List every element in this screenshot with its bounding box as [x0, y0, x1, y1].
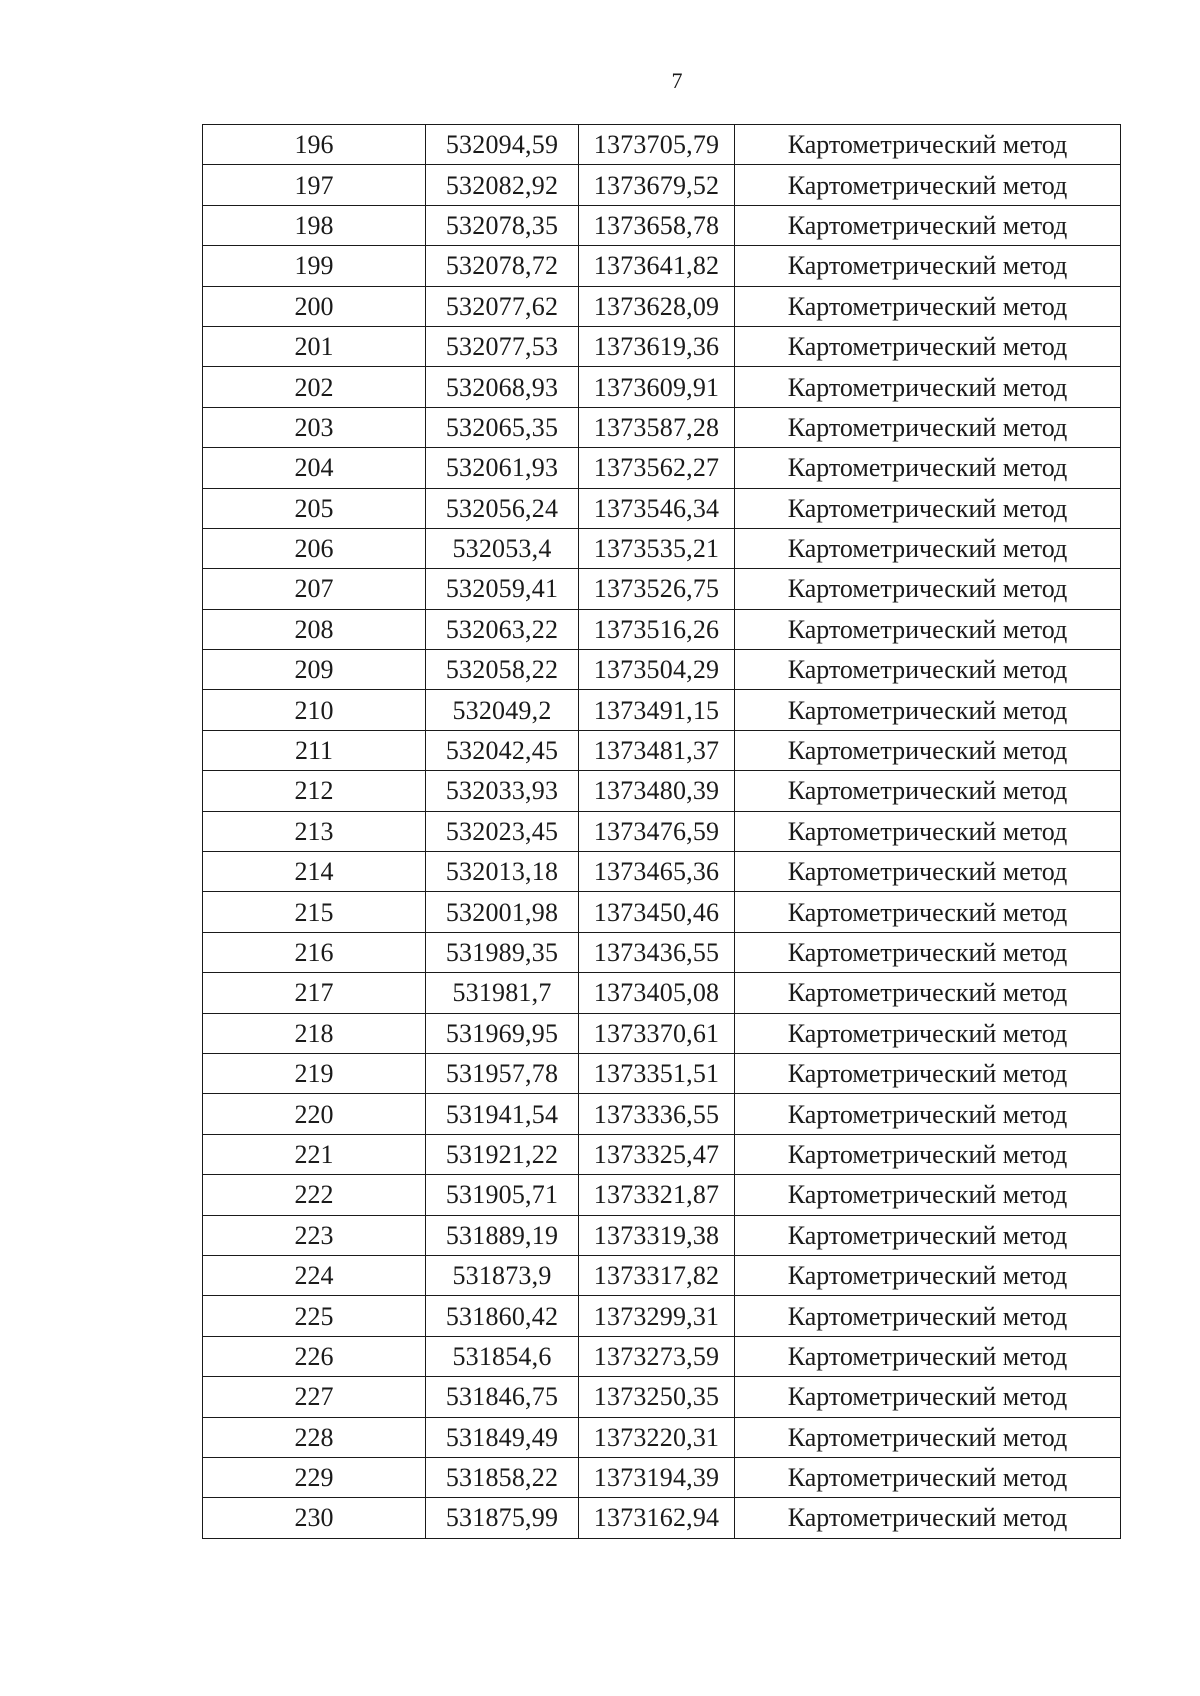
x-coordinate-cell: 531989,35	[426, 932, 579, 972]
method-cell: Картометрический метод	[735, 125, 1121, 165]
method-cell: Картометрический метод	[735, 609, 1121, 649]
point-number-cell: 229	[203, 1457, 426, 1497]
method-cell: Картометрический метод	[735, 488, 1121, 528]
method-cell: Картометрический метод	[735, 1094, 1121, 1134]
x-coordinate-cell: 531905,71	[426, 1175, 579, 1215]
y-coordinate-cell: 1373562,27	[579, 448, 735, 488]
table-row	[203, 1175, 1121, 1215]
table-row	[203, 1094, 1121, 1134]
point-number-cell: 226	[203, 1336, 426, 1376]
y-coordinate-cell: 1373370,61	[579, 1013, 735, 1053]
table-row	[203, 569, 1121, 609]
y-coordinate-cell: 1373220,31	[579, 1417, 735, 1457]
x-coordinate-cell: 532033,93	[426, 771, 579, 811]
table-row	[203, 811, 1121, 851]
y-coordinate-cell: 1373641,82	[579, 246, 735, 286]
y-coordinate-cell: 1373491,15	[579, 690, 735, 730]
point-number-cell: 213	[203, 811, 426, 851]
x-coordinate-cell: 532077,53	[426, 326, 579, 366]
point-number-cell: 222	[203, 1175, 426, 1215]
y-coordinate-cell: 1373162,94	[579, 1498, 735, 1538]
table-row	[203, 407, 1121, 447]
point-number-cell: 212	[203, 771, 426, 811]
method-cell: Картометрический метод	[735, 1498, 1121, 1538]
x-coordinate-cell: 532094,59	[426, 125, 579, 165]
y-coordinate-cell: 1373480,39	[579, 771, 735, 811]
point-number-cell: 199	[203, 246, 426, 286]
y-coordinate-cell: 1373194,39	[579, 1457, 735, 1497]
y-coordinate-cell: 1373351,51	[579, 1053, 735, 1093]
x-coordinate-cell: 531981,7	[426, 973, 579, 1013]
point-number-cell: 207	[203, 569, 426, 609]
method-cell: Картометрический метод	[735, 1175, 1121, 1215]
x-coordinate-cell: 531849,49	[426, 1417, 579, 1457]
method-cell: Картометрический метод	[735, 205, 1121, 245]
table-row	[203, 1498, 1121, 1538]
y-coordinate-cell: 1373321,87	[579, 1175, 735, 1215]
y-coordinate-cell: 1373526,75	[579, 569, 735, 609]
y-coordinate-cell: 1373317,82	[579, 1255, 735, 1295]
table-row	[203, 1134, 1121, 1174]
table-row	[203, 1336, 1121, 1376]
x-coordinate-cell: 532065,35	[426, 407, 579, 447]
table-row	[203, 286, 1121, 326]
point-number-cell: 205	[203, 488, 426, 528]
table-row	[203, 892, 1121, 932]
table-row	[203, 205, 1121, 245]
y-coordinate-cell: 1373436,55	[579, 932, 735, 972]
x-coordinate-cell: 531921,22	[426, 1134, 579, 1174]
method-cell: Картометрический метод	[735, 367, 1121, 407]
x-coordinate-cell: 532063,22	[426, 609, 579, 649]
method-cell: Картометрический метод	[735, 407, 1121, 447]
method-cell: Картометрический метод	[735, 326, 1121, 366]
x-coordinate-cell: 531854,6	[426, 1336, 579, 1376]
table-row	[203, 246, 1121, 286]
point-number-cell: 206	[203, 528, 426, 568]
x-coordinate-cell: 532049,2	[426, 690, 579, 730]
method-cell: Картометрический метод	[735, 448, 1121, 488]
x-coordinate-cell: 532061,93	[426, 448, 579, 488]
table-row	[203, 1377, 1121, 1417]
table-row	[203, 1457, 1121, 1497]
table-row	[203, 771, 1121, 811]
y-coordinate-cell: 1373336,55	[579, 1094, 735, 1134]
table-row	[203, 932, 1121, 972]
method-cell: Картометрический метод	[735, 811, 1121, 851]
x-coordinate-cell: 532058,22	[426, 650, 579, 690]
point-number-cell: 218	[203, 1013, 426, 1053]
x-coordinate-cell: 532078,72	[426, 246, 579, 286]
point-number-cell: 217	[203, 973, 426, 1013]
point-number-cell: 203	[203, 407, 426, 447]
method-cell: Картометрический метод	[735, 892, 1121, 932]
y-coordinate-cell: 1373546,34	[579, 488, 735, 528]
point-number-cell: 223	[203, 1215, 426, 1255]
y-coordinate-cell: 1373679,52	[579, 165, 735, 205]
method-cell: Картометрический метод	[735, 932, 1121, 972]
table-row	[203, 852, 1121, 892]
table-row	[203, 1053, 1121, 1093]
y-coordinate-cell: 1373476,59	[579, 811, 735, 851]
x-coordinate-cell: 532056,24	[426, 488, 579, 528]
method-cell: Картометрический метод	[735, 1377, 1121, 1417]
table-row	[203, 1013, 1121, 1053]
y-coordinate-cell: 1373658,78	[579, 205, 735, 245]
y-coordinate-cell: 1373628,09	[579, 286, 735, 326]
x-coordinate-cell: 531858,22	[426, 1457, 579, 1497]
point-number-cell: 210	[203, 690, 426, 730]
table-row	[203, 690, 1121, 730]
method-cell: Картометрический метод	[735, 730, 1121, 770]
method-cell: Картометрический метод	[735, 569, 1121, 609]
point-number-cell: 215	[203, 892, 426, 932]
y-coordinate-cell: 1373273,59	[579, 1336, 735, 1376]
coordinates-table	[202, 124, 1121, 1539]
table-row	[203, 1417, 1121, 1457]
method-cell: Картометрический метод	[735, 973, 1121, 1013]
y-coordinate-cell: 1373450,46	[579, 892, 735, 932]
method-cell: Картометрический метод	[735, 286, 1121, 326]
method-cell: Картометрический метод	[735, 1134, 1121, 1174]
method-cell: Картометрический метод	[735, 1296, 1121, 1336]
y-coordinate-cell: 1373609,91	[579, 367, 735, 407]
method-cell: Картометрический метод	[735, 246, 1121, 286]
x-coordinate-cell: 531957,78	[426, 1053, 579, 1093]
y-coordinate-cell: 1373250,35	[579, 1377, 735, 1417]
point-number-cell: 228	[203, 1417, 426, 1457]
point-number-cell: 201	[203, 326, 426, 366]
method-cell: Картометрический метод	[735, 1215, 1121, 1255]
x-coordinate-cell: 532053,4	[426, 528, 579, 568]
y-coordinate-cell: 1373705,79	[579, 125, 735, 165]
page-number: 7	[671, 68, 683, 93]
method-cell: Картометрический метод	[735, 852, 1121, 892]
point-number-cell: 230	[203, 1498, 426, 1538]
point-number-cell: 220	[203, 1094, 426, 1134]
y-coordinate-cell: 1373619,36	[579, 326, 735, 366]
x-coordinate-cell: 531875,99	[426, 1498, 579, 1538]
point-number-cell: 211	[203, 730, 426, 770]
y-coordinate-cell: 1373481,37	[579, 730, 735, 770]
method-cell: Картометрический метод	[735, 1417, 1121, 1457]
y-coordinate-cell: 1373587,28	[579, 407, 735, 447]
point-number-cell: 214	[203, 852, 426, 892]
method-cell: Картометрический метод	[735, 165, 1121, 205]
method-cell: Картометрический метод	[735, 1053, 1121, 1093]
table-row	[203, 528, 1121, 568]
x-coordinate-cell: 532013,18	[426, 852, 579, 892]
table-row	[203, 488, 1121, 528]
point-number-cell: 196	[203, 125, 426, 165]
method-cell: Картометрический метод	[735, 1457, 1121, 1497]
y-coordinate-cell: 1373319,38	[579, 1215, 735, 1255]
y-coordinate-cell: 1373516,26	[579, 609, 735, 649]
x-coordinate-cell: 532059,41	[426, 569, 579, 609]
table-row	[203, 326, 1121, 366]
x-coordinate-cell: 531941,54	[426, 1094, 579, 1134]
table-row	[203, 1255, 1121, 1295]
table-row	[203, 609, 1121, 649]
point-number-cell: 209	[203, 650, 426, 690]
x-coordinate-cell: 531873,9	[426, 1255, 579, 1295]
x-coordinate-cell: 532068,93	[426, 367, 579, 407]
point-number-cell: 208	[203, 609, 426, 649]
point-number-cell: 200	[203, 286, 426, 326]
method-cell: Картометрический метод	[735, 1255, 1121, 1295]
x-coordinate-cell: 532082,92	[426, 165, 579, 205]
x-coordinate-cell: 532077,62	[426, 286, 579, 326]
x-coordinate-cell: 532001,98	[426, 892, 579, 932]
point-number-cell: 227	[203, 1377, 426, 1417]
y-coordinate-cell: 1373325,47	[579, 1134, 735, 1174]
point-number-cell: 204	[203, 448, 426, 488]
y-coordinate-cell: 1373299,31	[579, 1296, 735, 1336]
method-cell: Картометрический метод	[735, 528, 1121, 568]
table-row	[203, 1215, 1121, 1255]
table-row	[203, 730, 1121, 770]
x-coordinate-cell: 531860,42	[426, 1296, 579, 1336]
y-coordinate-cell: 1373465,36	[579, 852, 735, 892]
point-number-cell: 198	[203, 205, 426, 245]
x-coordinate-cell: 531889,19	[426, 1215, 579, 1255]
point-number-cell: 216	[203, 932, 426, 972]
point-number-cell: 219	[203, 1053, 426, 1093]
table-row	[203, 125, 1121, 165]
method-cell: Картометрический метод	[735, 771, 1121, 811]
x-coordinate-cell: 531969,95	[426, 1013, 579, 1053]
method-cell: Картометрический метод	[735, 1336, 1121, 1376]
table-row	[203, 165, 1121, 205]
x-coordinate-cell: 531846,75	[426, 1377, 579, 1417]
x-coordinate-cell: 532042,45	[426, 730, 579, 770]
point-number-cell: 225	[203, 1296, 426, 1336]
y-coordinate-cell: 1373535,21	[579, 528, 735, 568]
point-number-cell: 224	[203, 1255, 426, 1295]
y-coordinate-cell: 1373405,08	[579, 973, 735, 1013]
x-coordinate-cell: 532023,45	[426, 811, 579, 851]
table-row	[203, 973, 1121, 1013]
x-coordinate-cell: 532078,35	[426, 205, 579, 245]
table-row	[203, 650, 1121, 690]
method-cell: Картометрический метод	[735, 690, 1121, 730]
point-number-cell: 221	[203, 1134, 426, 1174]
y-coordinate-cell: 1373504,29	[579, 650, 735, 690]
coordinates-table-body	[203, 125, 1121, 1539]
point-number-cell: 197	[203, 165, 426, 205]
method-cell: Картометрический метод	[735, 1013, 1121, 1053]
table-row	[203, 448, 1121, 488]
method-cell: Картометрический метод	[735, 650, 1121, 690]
point-number-cell: 202	[203, 367, 426, 407]
table-row	[203, 1296, 1121, 1336]
table-row	[203, 367, 1121, 407]
